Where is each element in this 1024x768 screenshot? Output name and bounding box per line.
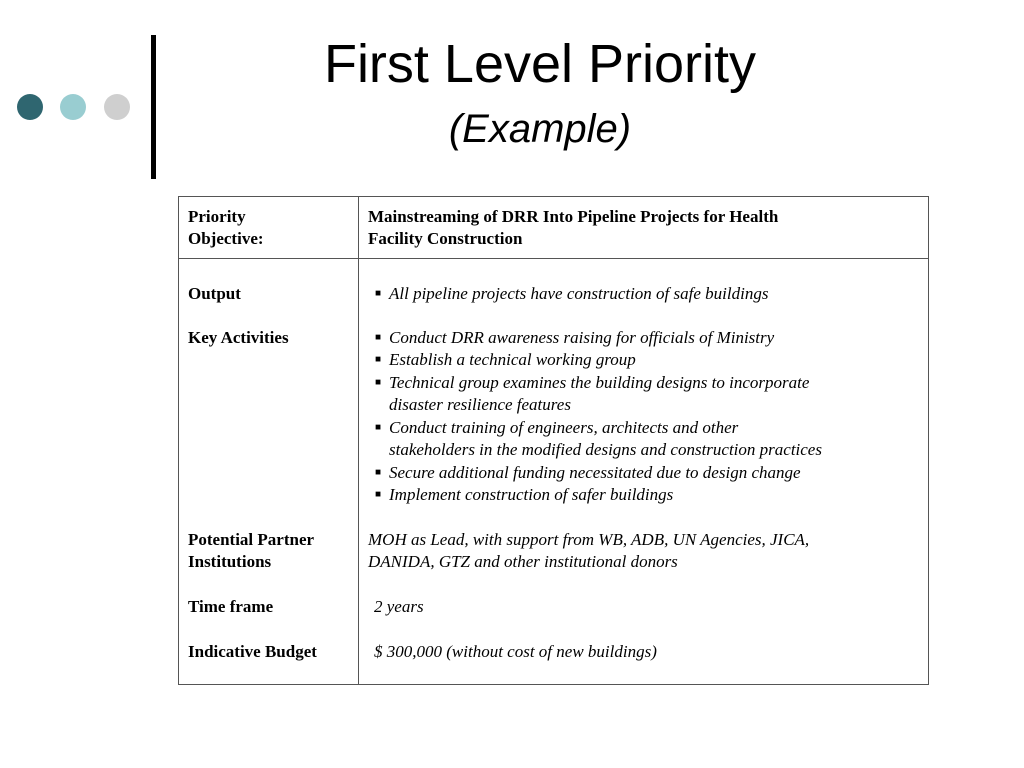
activity-item: Establish a technical working group	[389, 350, 636, 369]
key-activities-label: Key Activities	[188, 328, 289, 347]
partners-value-line2: DANIDA, GTZ and other institutional donors	[368, 552, 678, 571]
activity-item-continuation: disaster resilience features	[389, 395, 571, 414]
bullet-icon: ■	[375, 422, 382, 433]
partners-value-line1: MOH as Lead, with support from WB, ADB, UN Agencies, JICA,	[368, 530, 810, 549]
time-frame-value: 2 years	[374, 597, 424, 616]
activity-item: Secure additional funding necessitated due to design change	[389, 463, 801, 482]
bullet-icon: ■	[375, 467, 382, 478]
bullet-icon: ■	[375, 377, 382, 388]
activity-item-continuation: stakeholders in the modified designs and construction practices	[389, 440, 822, 459]
decor-dot-dark	[17, 94, 43, 120]
table-row-divider	[179, 258, 928, 259]
bullet-icon: ■	[375, 332, 382, 343]
budget-label: Indicative Budget	[188, 642, 317, 661]
slide-subtitle: (Example)	[448, 107, 632, 151]
output-item: All pipeline projects have construction of safe buildings	[389, 284, 769, 303]
activity-item: Conduct DRR awareness raising for officials of Ministry	[389, 328, 775, 347]
partners-label-line1: Potential Partner	[188, 530, 315, 549]
output-label: Output	[188, 284, 241, 303]
activity-item: Implement construction of safer buildings	[389, 485, 674, 504]
priority-objective-value-line1: Mainstreaming of DRR Into Pipeline Projects for Health	[368, 207, 779, 226]
activity-item: Conduct training of engineers, architects and other	[389, 418, 739, 437]
priority-objective-label-line1: Priority	[188, 207, 246, 226]
decor-vertical-bar	[151, 35, 156, 179]
table-column-divider	[358, 197, 359, 684]
partners-label-line2: Institutions	[188, 552, 272, 571]
priority-table	[178, 196, 929, 685]
priority-objective-value-line2: Facility Construction	[368, 229, 523, 248]
decor-dot-gray	[104, 94, 130, 120]
budget-value: $ 300,000 (without cost of new buildings)	[374, 642, 657, 661]
slide-title: First Level Priority	[323, 34, 757, 94]
decor-dot-teal	[60, 94, 86, 120]
time-frame-label: Time frame	[188, 597, 274, 616]
bullet-icon: ■	[375, 489, 382, 500]
bullet-icon: ■	[375, 354, 382, 365]
activity-item: Technical group examines the building designs to incorporate	[389, 373, 810, 392]
bullet-icon: ■	[375, 288, 382, 299]
priority-objective-label-line2: Objective:	[188, 229, 264, 248]
